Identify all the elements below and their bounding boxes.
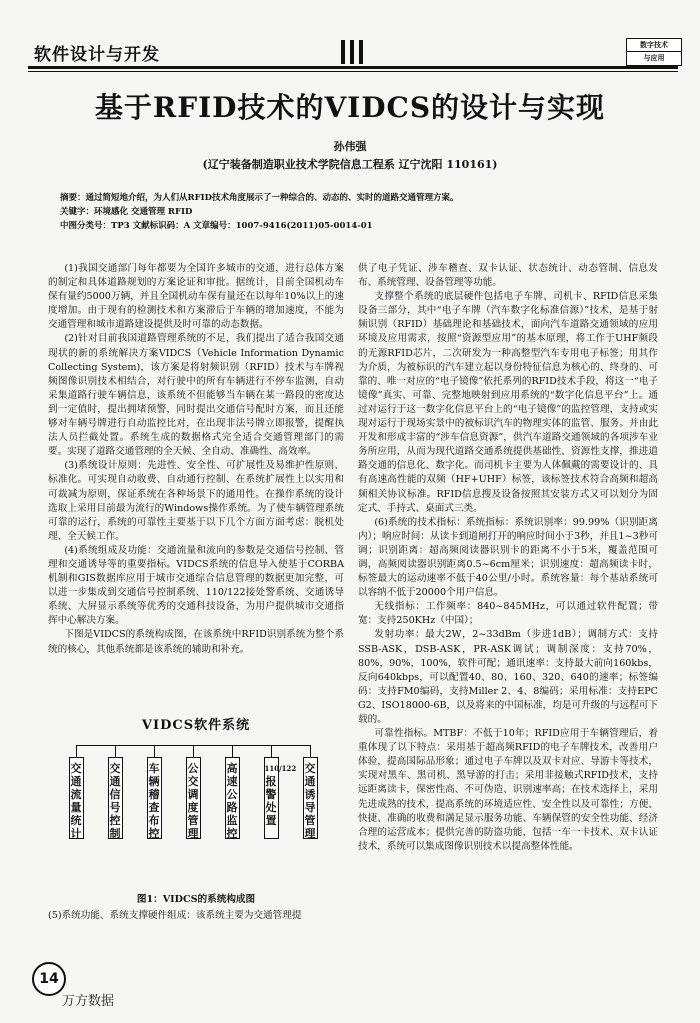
diagram-box: 110/122 报 警 处 置	[264, 757, 279, 839]
journal-logo-bottom: 与应用	[643, 53, 665, 62]
diagram-connector	[193, 745, 194, 757]
diagram-connector	[115, 745, 116, 757]
paragraph: (3)系统设计原则：先进性、安全性、可扩展性及易维护性原则、标准化。可实现自动收费、自动通行控制、在系统扩展性上以实用和可裁减为原则，保证系统在各种场景下的通用性。在操作系统的设计选取上采用目前最为流行的Windows操作系统。为了使车辆管理系统可靠的运行，系统的可靠性主要基于以下几个方面方面考虑：脱机处理、全天候工作。	[48, 460, 344, 542]
section-label: 软件设计与开发	[34, 45, 160, 65]
paragraph: (6)系统的技术指标：系统指标：系统识别率：99.99%（识别距离内）；响应时间：从读卡到道闸打开的响应时间小于3秒，并且1~3秒可调；识别距离：超高频阅读器识别卡的距离不小于5米，覆盖范围可调，高频阅读器识别距离0.5~6cm厘米；识别速度：超高频读卡时，标签最大的运动速率不低于40公里/小时。系统容量：每个基站系统可以容纳不低于20000个用户信息。	[358, 516, 658, 599]
diagram-connector	[310, 745, 311, 757]
article-title: 基于RFID技术的VIDCS的设计与实现	[94, 91, 606, 124]
keywords: 关键字：环境感化 交通管理 RFID	[60, 207, 193, 217]
diagram-connector	[154, 745, 155, 757]
classification: 中图分类号：TP3 文献标识码：A 文章编号：1007-9416(2011)05-0014-01	[60, 221, 373, 231]
diagram-connector	[76, 745, 77, 757]
paragraph: 无线指标：工作频率：840~845MHz，可以通过软件配置；带宽：支持250KHz（中国）；	[358, 601, 658, 627]
paragraph: 可靠性指标。MTBF：不低于10年；RFID应用于车辆管理后，着重体现了以下特点：采用基于超高频RFID的电子车牌技术，改善用户体验，提高国际品形象；通过电子车牌以及双卡对应、导游卡等技术，实现对黑车、黑司机、黑导游的打击；采用非接触式RFID技术，支持远距离读卡，保密性高、不可伪造、识别速率高；在技术选择上，采用先进成熟的技术，提高系统的环境适应性、安全性以及可靠性；方便、快捷、准确的收费和满足显示服务功能、车辆保管的安全性功能、经济合理的运营成本；提供完善的防盗功能，包括一车一卡技术、双卡认证技术，系统可以集成图像识别技术以提高整体性能。	[358, 728, 658, 852]
abstract: 摘要：通过简短地介绍，为人们从RFID技术角度展示了一种综合的、动态的、实时的道路交通管理方案。	[60, 193, 459, 203]
affiliation: (辽宁装备制造职业技术学院信息工程系 辽宁沈阳 110161)	[202, 158, 498, 171]
body-column-left	[48, 262, 344, 657]
paragraph: (1)我国交通部门每年都要为全国许多城市的交通，进行总体方案的制定和具体道路规划的方案论证和审批。据统计，目前全国机动车保有量约5000万辆，并且全国机动车保有量还在以每年10%以上的速度增加。由于现有的检测技术和方案滞后于车辆的增加速度，不能为交通管理和城市道路建设提供及时可靠的动态数据。	[48, 263, 344, 331]
diagram-box: 车 辆 稽 查 布 控	[147, 757, 162, 839]
author: 孙伟强	[333, 140, 367, 153]
figure-title: VIDCS软件系统	[141, 718, 251, 733]
diagram-box: 交 通 信 号 控 制	[108, 757, 123, 839]
paragraph: 下图是VIDCS的系统构成图，在该系统中RFID识别系统为整个系统的核心，其他系统都是该系统的辅助和补充。	[48, 629, 344, 655]
header-bars-decoration	[341, 40, 365, 64]
paragraph: 发射功率：最大2W，2~33dBm（步进1dB）；调制方式：支持SSB-ASK，DSB-ASK，PR-ASK调试；调制深度：支持70%，80%，90%，100%，软件可配；通讯速率：支持最大前向160kbs，反向640kbps，可以配置40、80、160、320、640的速率；标签编码：支持FM0编码，支持Miller 2、4、8编码；采用标准：支持EPC G2、ISO18000-6B，以及将来的中国标准，均是可升级的与远程可下载的。	[358, 629, 658, 725]
header-rule-thin	[28, 71, 678, 72]
journal-logo-top: 数字技术	[627, 39, 681, 52]
diagram-box: 交 通 诱 导 管 理	[303, 757, 318, 839]
paragraph: (2)针对目前我国道路管理系统的不足，我们提出了适合我国交通现状的新的系统解决方案VIDCS（Vehicle Information Dynamic Collecting System)，该方案是将射频识别（RFID）技术与车牌视频图像识别技术相结合，对行驶中的所有车辆进行不停车监测，自动采集道路行驶车辆信息，该系统不但能够当车辆在某一路段的密度达到一定值时，提出拥堵预警，同时提出交通信号配时方案，而且还能够对车辆号牌进行自动监控比对，在出现非法号牌立即报警，提醒执法人员拦截处置。系统生成的数据格式完全适合交通管理部门的需要。实现了道路交通管理的全天候、全自动、准确性、高效率。	[48, 333, 344, 458]
diagram-box: 高 速 公 路 监 控	[225, 757, 240, 839]
paragraph: 支撑整个系统的底层硬件包括电子车牌、司机卡、RFID信息采集设备三部分，其中“电子车牌（汽车数字化标准信源）”技术，是基于射频识别（RFID）基础理论和基础技术，面向汽车道路交通领域的应用环境及应用需求，按照“资源型应用”的基本原理，将工作于UHF频段的无源RFID芯片，二次研发为一种高整型汽车专用电子标签；用其作为介质，为被标识的汽车建立起以身份特征信息为核心的、终身的、可靠的、唯一对应的“电子镜像”依托系列的RFID技术手段，将这一“电子镜像”真实、可靠、完整地映射到应用系统的“数字化信息平台”上。通过对运行于这一数字化信息平台上的“电子镜像”的监控管理，支持或实现对运行于现场实景中的被标识汽车的物理实体的监管、服务。并由此开发和形成丰富的“涉车信息资源”，供汽车道路交通领域的各项涉车业务所应用，从而为现代道路交通系统提供基础性、资源性支撑，推进道路交通的信息化、数字化。而司机卡主要为人体佩戴的需要设计的、具有高速高性能的双频（HF+UHF）标签，该标签技术符合高频和超高频相关协议标准。RFID信息搜及设备按照其安装方式又可以划分为固定式、手持式、桌面式三类。	[358, 291, 658, 514]
body-column-right	[358, 262, 658, 854]
header-rule	[28, 66, 678, 69]
figure-caption: 图1：VIDCS的系统构成图	[136, 894, 256, 905]
paragraph: (5)系统功能、系统支撑硬件组成：该系统主要为交通管理提	[48, 910, 302, 921]
paragraph: (4)系统组成及功能：交通流量和流向的参数是交通信号控制、管理和交通诱导等的重要指标。VIDCS系统的信息导入使基于CORBA机制和GIS数据库应用于城市交通综合信息管理的数据更加完整，可以进一步集成到交通信号控制系统、110/122接处警系统、交通诱导系统、大屏显示系统等优秀的交通科技设备，为用户提供城市交通指挥中心解决方案。	[48, 544, 344, 627]
diagram-connector	[271, 745, 272, 757]
diagram-connector	[232, 745, 233, 757]
paragraph: 供了电子凭证、涉车稽查、双卡认证、状态统计、动态管制、信息发布、系统管理、设备管理等功能。	[358, 263, 658, 289]
journal-logo	[626, 38, 682, 66]
page-header	[28, 36, 678, 70]
page-number: 14	[32, 962, 66, 996]
diagram-box: 交 通 流 量 统 计	[69, 757, 84, 839]
diagram-box: 公 交 调 度 管 理	[186, 757, 201, 839]
system-diagram	[68, 745, 330, 845]
watermark: 万方数据	[62, 994, 115, 1009]
